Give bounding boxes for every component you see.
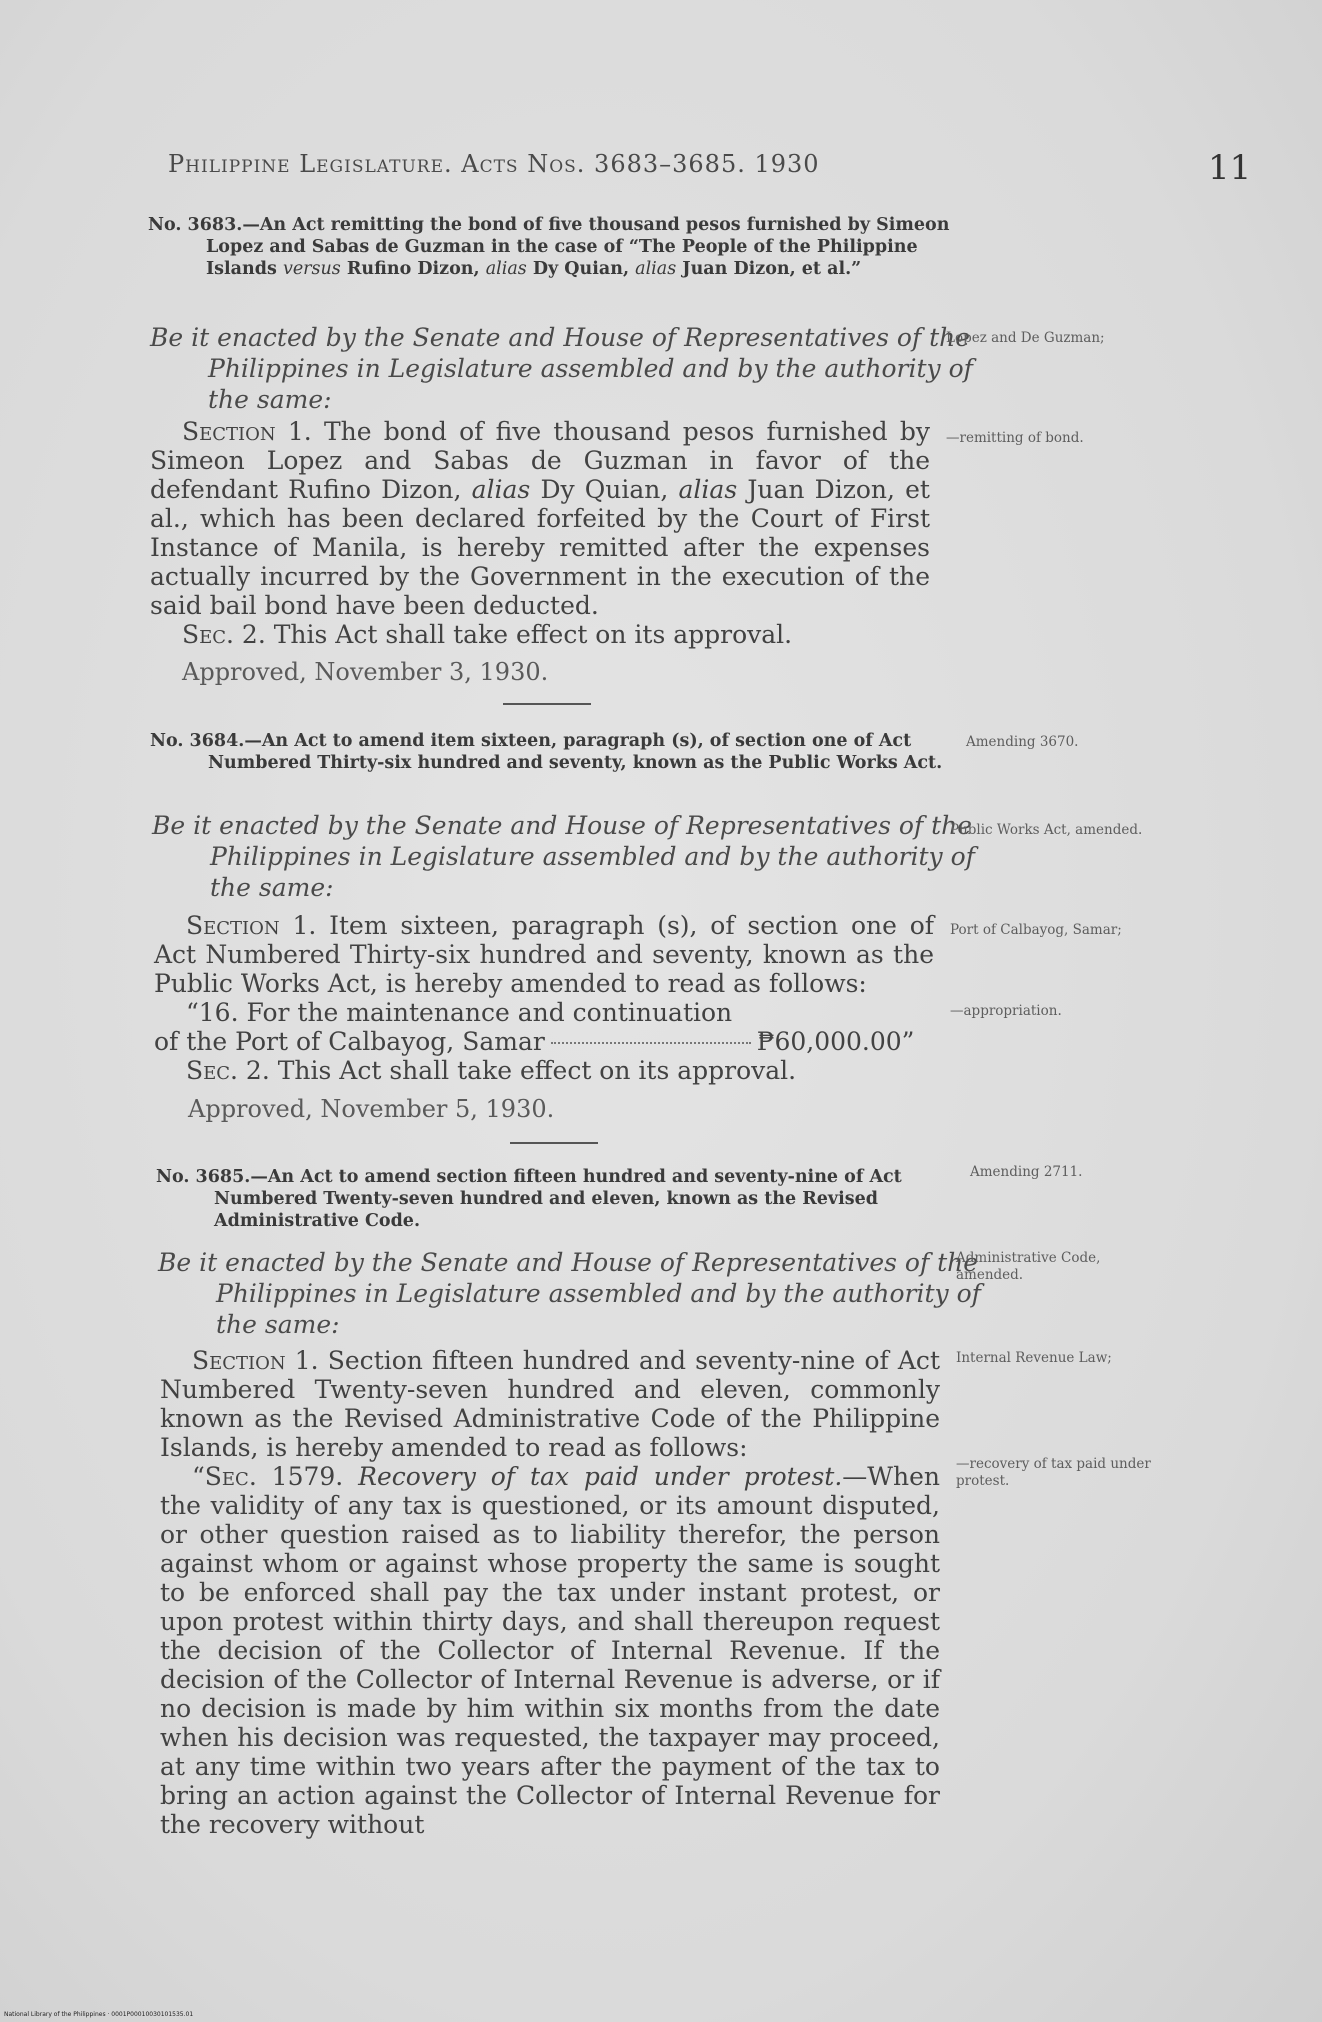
margin-note: Amending 3670. [966,734,1079,750]
margin-note: Administrative Code, amended. [956,1250,1101,1283]
act-3683-section-2: Sec. 2. This Act shall take effect on its approval. [182,620,793,649]
dot-leader [551,1042,751,1044]
act-3684-section-2: Sec. 2. This Act shall take effect on its approval. [186,1056,797,1085]
margin-note: Public Works Act, amended. [950,822,1143,838]
margin-note: Lopez and De Guzman; [946,330,1105,346]
act-3685-sec-1579: “Sec. 1579. Recovery of tax paid under protest.—When the validity of any tax is questioned, or its amount disputed, or other question raised as to liability therefor, the person against whom or against whose property the same is sought to be enforced shall pay the tax under instant protest, or upon protest within thirty days, and shall thereupon request the decision of the Collector of Internal Revenue. If the decision of the Collector of Internal Revenue is adverse, or if no decision is made by him within six months from the date when his decision was requested, the taxpayer may proceed, at any time within two years after the payment of the tax to bring an action against the Collector of Internal Revenue for the recovery without [160,1462,940,1839]
margin-note: —remitting of bond. [946,430,1084,446]
act-3683-title: No. 3683.—An Act remitting the bond of five thousand pesos furnished by Simeon Lopez and Sabas de Guzman in the case of “The People of the Philippine Islands versus Rufino Dizon, alias Dy Quian, alias Juan Dizon, et al.” [148,215,950,279]
act-3683-approved: Approved, November 3, 1930. [182,658,549,686]
margin-note: Internal Revenue Law; [956,1350,1112,1366]
scan-footer: National Library of the Philippines · 0001P00010030101535.01 [4,2011,194,2018]
act-3684-title: No. 3684.—An Act to amend item sixteen, paragraph (s), of section one of Act Numbered Thirty-six hundred and seventy, known as the Public Works Act. [150,731,943,773]
act-3683-body [150,417,930,649]
page-number: 11 [1208,148,1252,188]
act-3684-body [154,911,934,1085]
act-3685-body [160,1346,940,1839]
act-3683-section-1: Section 1. The bond of five thousand pesos furnished by Simeon Lopez and Sabas de Guzman in favor of the defendant Rufino Dizon, alias Dy Quian, alias Juan Dizon, et al., which has been declared forfeited by the Court of First Instance of Manila, is hereby remitted after the expenses actually incurred by the Government in the execution of the said bail bond have been deducted. [150,417,930,620]
margin-note: —recovery of tax paid under protest. [956,1456,1151,1489]
act-3685-section-1: Section 1. Section fifteen hundred and seventy-nine of Act Numbered Twenty-seven hundred and eleven, commonly known as the Revised Administrative Code of the Philippine Islands, is hereby amended to read as follows: [160,1346,940,1462]
act-3683-enacting-clause: Be it enacted by the Senate and House of Representatives of the Philippines in Legislature assembled and by the authority of the same: [150,323,973,414]
section-divider [503,703,591,705]
running-header: Philippine Legislature. Acts Nos. 3683–3685. 1930 [168,150,820,178]
act-3684-item-amount-line: of the Port of Calbayog, Samar ₱60,000.00” [154,1027,915,1056]
act-3685-title: No. 3685.—An Act to amend section fifteen hundred and seventy-nine of Act Numbered Twenty-seven hundred and eleven, known as the Revised Administrative Code. [156,1167,902,1231]
section-divider [510,1142,598,1144]
act-3684-approved: Approved, November 5, 1930. [188,1095,555,1123]
act-3685-enacting-clause: Be it enacted by the Senate and House of Representatives of the Philippines in Legislature assembled and by the authority of the same: [158,1248,981,1339]
act-3684-item-line: “16. For the maintenance and continuation [186,998,733,1027]
act-3684-section-1: Section 1. Item sixteen, paragraph (s), of section one of Act Numbered Thirty-six hundred and seventy, known as the Public Works Act, is hereby amended to read as follows: [154,911,935,998]
act-3684-enacting-clause: Be it enacted by the Senate and House of Representatives of the Philippines in Legislature assembled and by the authority of the same: [152,811,975,902]
margin-note: Port of Calbayog, Samar; [950,922,1122,938]
margin-note: —appropriation. [950,1003,1062,1019]
margin-note: Amending 2711. [970,1164,1083,1180]
